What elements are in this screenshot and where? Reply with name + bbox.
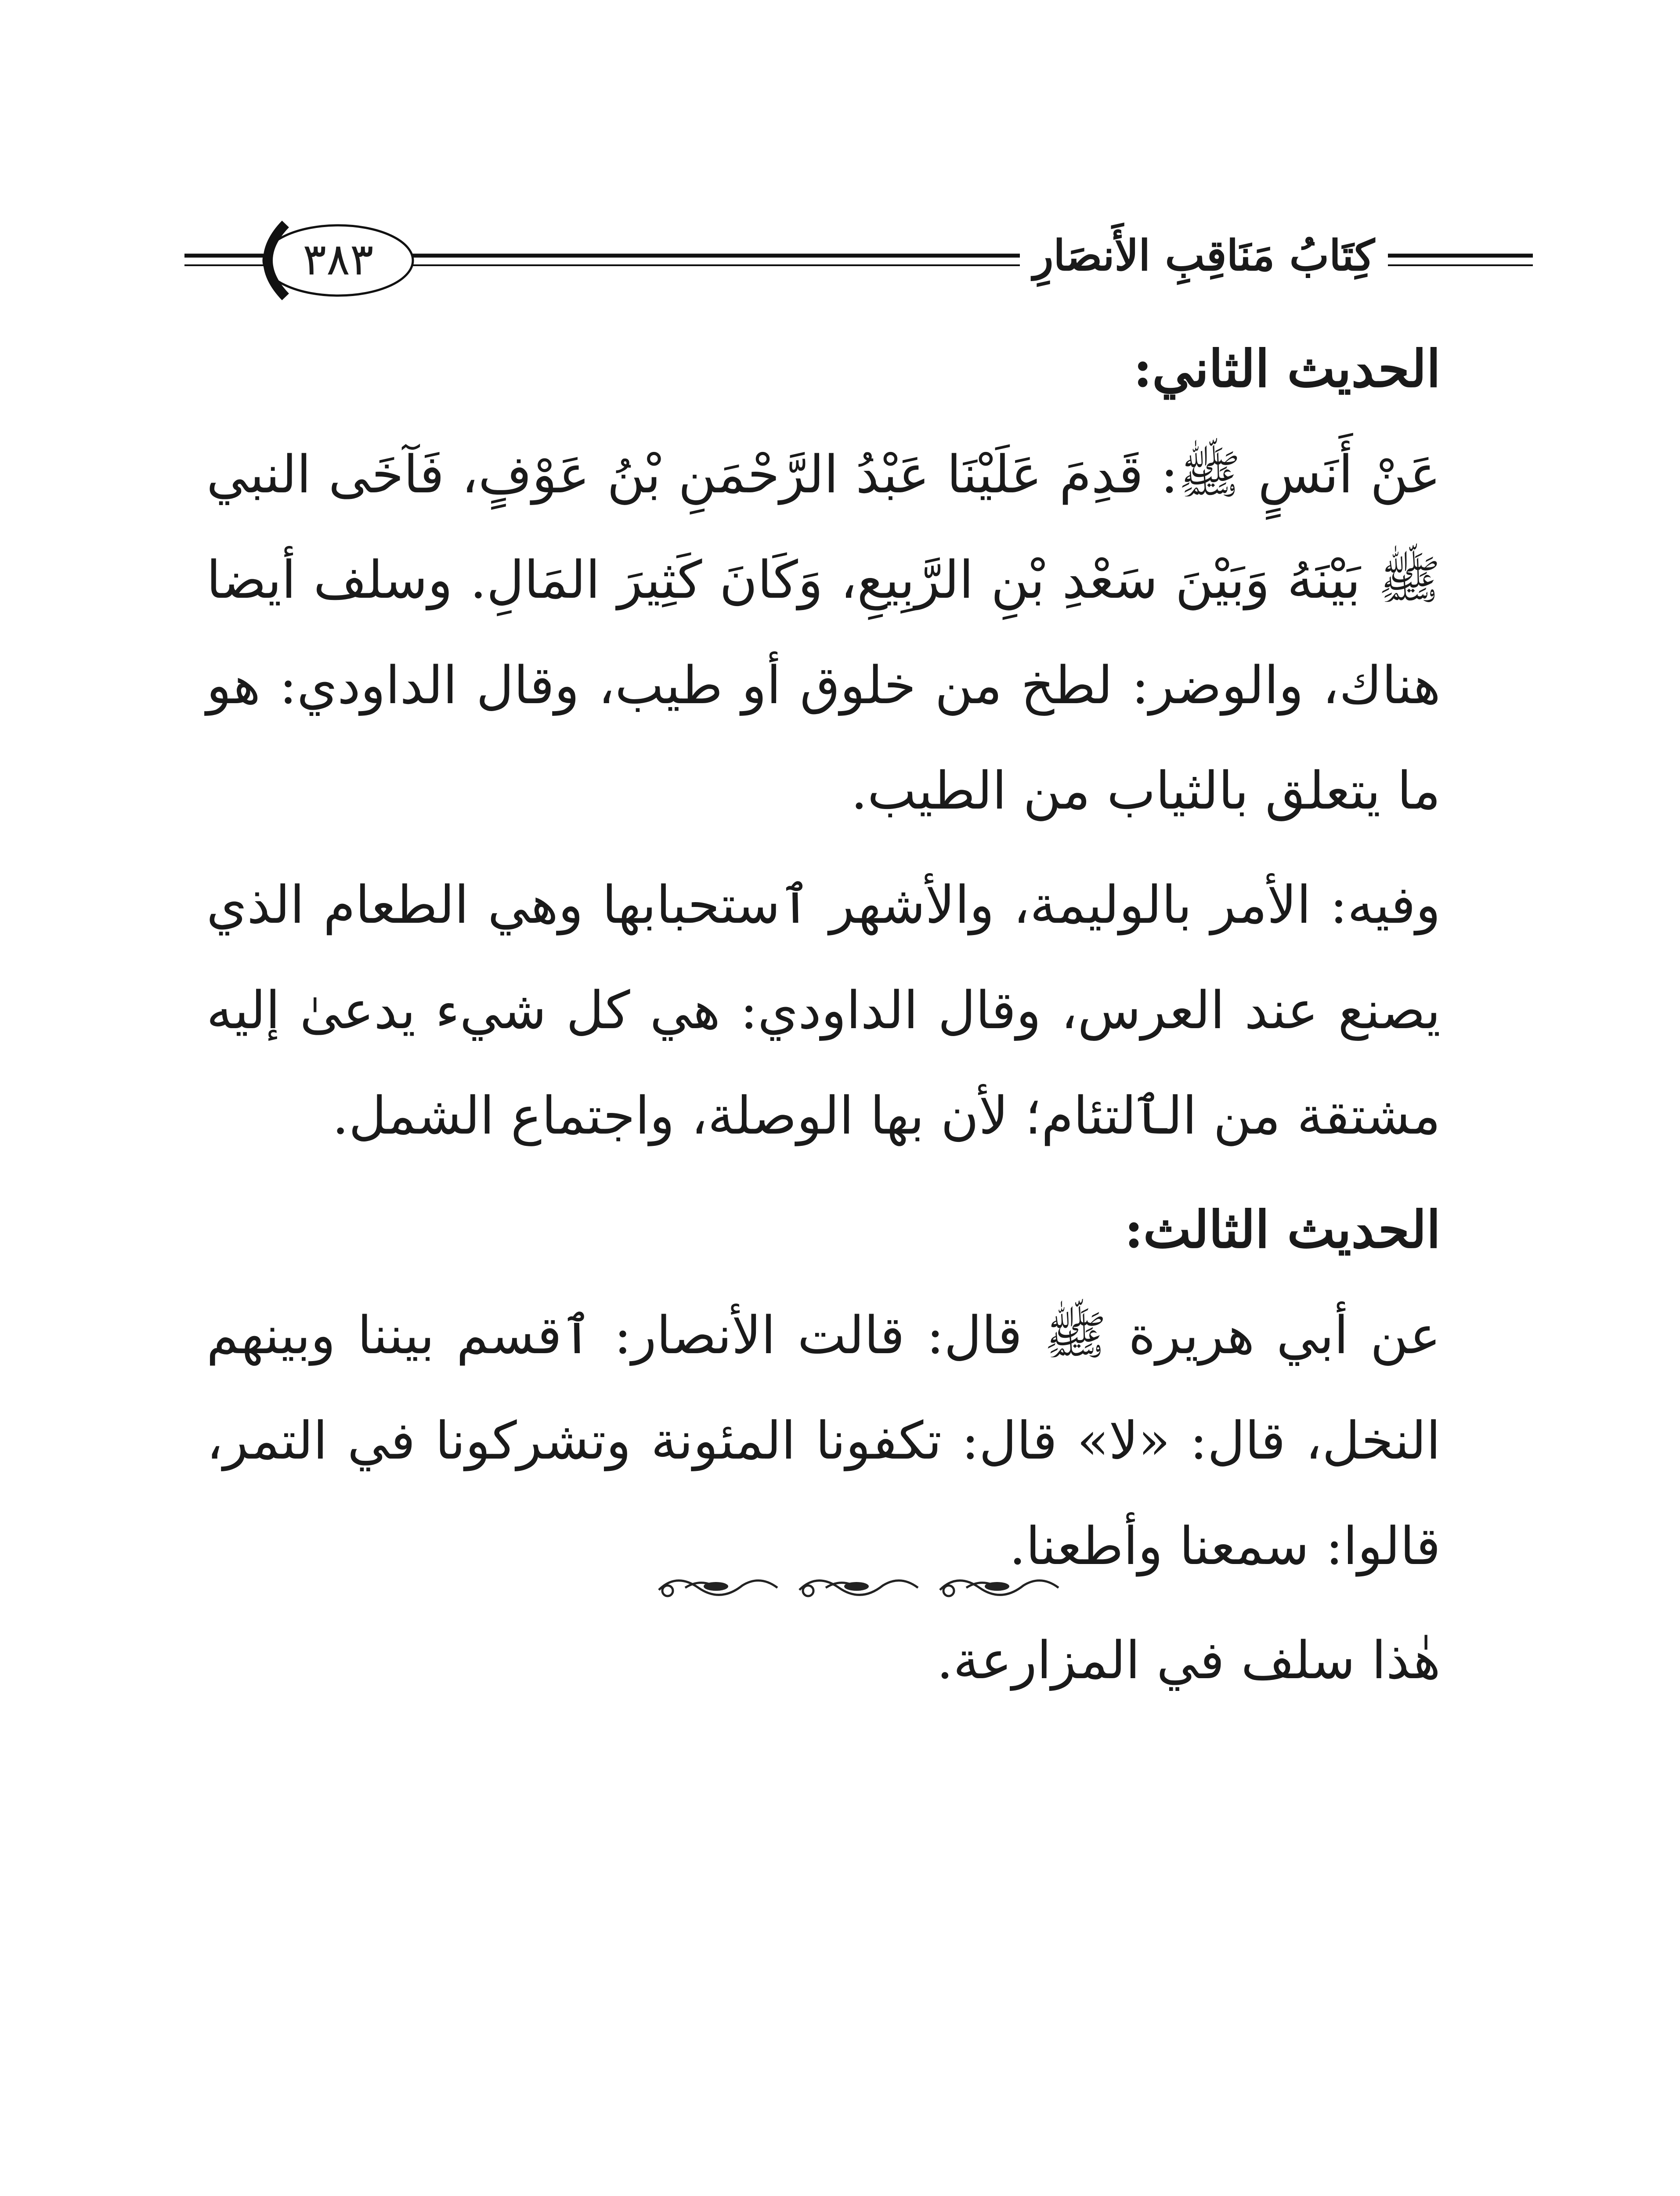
main-text — [206, 316, 1441, 1722]
paragraph: هٰذا سلف في المزارعة. — [936, 1630, 1441, 1690]
floral-divider-icon — [650, 1564, 1067, 1612]
paragraph: عن أبي هريرة ﷺ قال: قالت الأنصار: ٱقسم بيننا وبينهم النخل، قال: «لا» قال: تكفونا المئونة وتشركونا في التمر، قالوا: سمعنا وأطعنا. — [206, 1305, 1441, 1576]
paragraph: عَنْ أَنَسٍ ﷺ: قَدِمَ عَلَيْنَا عَبْدُ الرَّحْمَنِ بْنُ عَوْفٍ، فَآخَى النبي ﷺ بَيْنَهُ وَبَيْنَ سَعْدِ بْنِ الرَّبِيعِ، وَكَانَ كَثِيرَ المَالِ. وسلف أيضا هناك، والوضر: لطخ من خلوق أو طيب، وقال الداودي: هو ما يتعلق بالثياب من الطيب. — [206, 444, 1441, 821]
section-heading: الحديث الثالث: — [1124, 1200, 1441, 1260]
running-header — [184, 206, 1533, 316]
section-heading: الحديث الثاني: — [1133, 339, 1441, 399]
paragraph: وفيه: الأمر بالوليمة، والأشهر ٱستحبابها وهي الطعام الذي يصنع عند العرس، وقال الداودي: هي كل شيء يدعىٰ إليه مشتقة من الٱلتئام؛ لأن بها الوصلة، واجتماع الشمل. — [206, 874, 1441, 1146]
book-title: كِتَابُ مَنَاقِبِ الأَنصَارِ — [1020, 231, 1388, 280]
page-number: ٣٨٣ — [303, 234, 374, 285]
